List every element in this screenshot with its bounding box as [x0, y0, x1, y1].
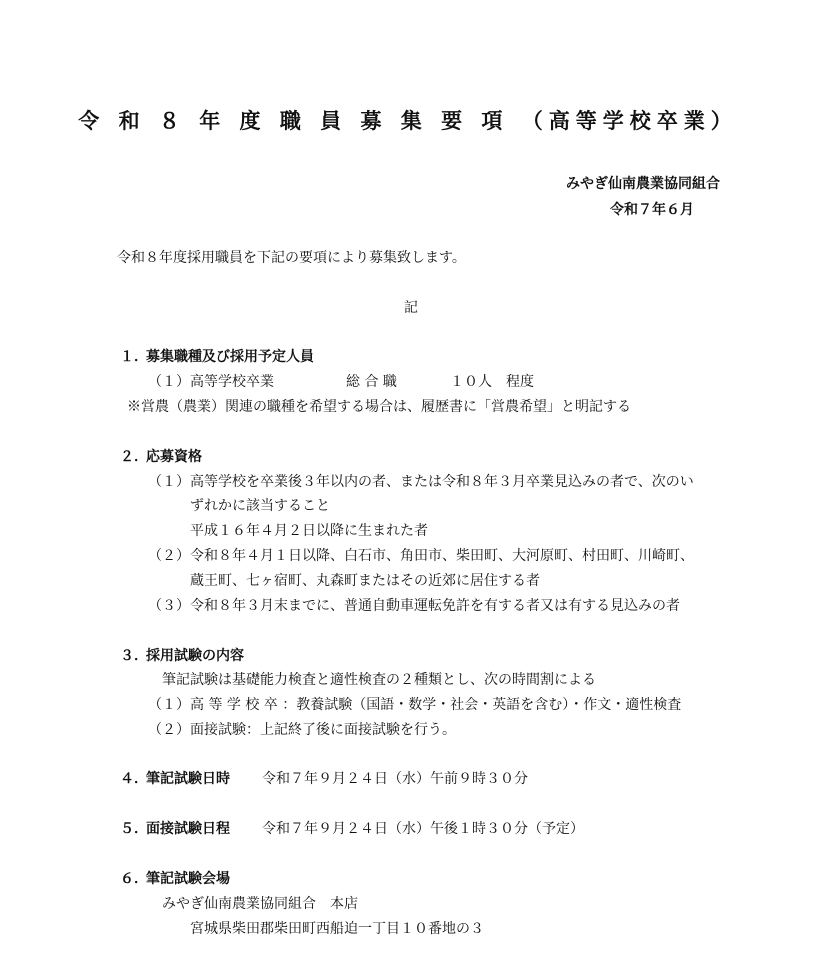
- item-count: １０人 程度: [450, 374, 534, 390]
- section-3-heading: [120, 646, 244, 666]
- section-6-heading: [120, 869, 230, 889]
- section-4-title: 筆記試験日時: [146, 771, 230, 787]
- section-1-note: ※営農（農業）関連の職種を希望する場合は、履歴書に「営農希望」と明記する: [127, 399, 631, 415]
- section-4-number: ４．: [120, 771, 148, 787]
- section-4-row: [120, 769, 680, 789]
- section-6-title: 筆記試験会場: [146, 871, 230, 887]
- section-2-title: 応募資格: [146, 449, 202, 465]
- section-2-item-1-line-3: 平成１６年４月２日以降に生まれた者: [190, 523, 428, 539]
- section-1-heading: [120, 347, 314, 367]
- section-3-lead: 筆記試験は基礎能力検査と適性検査の２種類とし、次の時間割による: [162, 672, 596, 688]
- section-5-title: 面接試験日程: [146, 821, 230, 837]
- section-5-value: 令和７年９月２４日（水）午後１時３０分（予定）: [262, 821, 584, 837]
- section-5-heading: [120, 821, 230, 837]
- section-2-heading: [120, 447, 202, 467]
- section-4-heading: [120, 771, 230, 787]
- section-6-address: 宮城県柴田郡柴田町西船迫一丁目１０番地の３: [190, 921, 484, 937]
- item-label: （１）高等学校卒業: [148, 374, 274, 390]
- section-2-item-2-line-2: 蔵王町、七ヶ宿町、丸森町またはその近郊に居住する者: [190, 573, 540, 589]
- section-5-row: [120, 819, 680, 839]
- section-3-number: ３．: [120, 648, 148, 664]
- section-6-venue: みやぎ仙南農業協同組合 本店: [162, 896, 358, 912]
- section-6-number: ６．: [120, 871, 148, 887]
- section-4-value: 令和７年９月２４日（水）午前９時３０分: [262, 771, 528, 787]
- ki-marker: 記: [404, 300, 418, 316]
- issue-date: 令和７年６月: [610, 202, 694, 218]
- section-2-item-1-line-2: ずれかに該当すること: [190, 498, 330, 514]
- section-2-item-1-line-1: （１）高等学校を卒業後３年以内の者、または令和８年３月卒業見込みの者で、次のい: [148, 474, 694, 490]
- section-3-item-2: （２）面接試験：上記終了後に面接試験を行う。: [148, 722, 456, 738]
- item-job: 総 合 職: [346, 374, 397, 390]
- section-2-item-2-line-1: （２）令和８年４月１日以降、白石市、角田市、柴田町、大河原町、村田町、川崎町、: [148, 548, 694, 564]
- section-1-number: １．: [120, 349, 148, 365]
- section-3-item-1: （１）高 等 学 校 卒 ：教養試験（国語・数学・社会・英語を含む）・作文・適性検査: [148, 697, 682, 713]
- intro-text: 令和８年度採用職員を下記の要項により募集致します。: [117, 250, 466, 266]
- organization-name: みやぎ仙南農業協同組合: [566, 176, 720, 192]
- section-2-item-3: （３）令和８年３月末までに、普通自動車運転免許を有する者又は有する見込みの者: [148, 598, 680, 614]
- section-5-number: ５．: [120, 821, 148, 837]
- section-3-title: 採用試験の内容: [146, 648, 244, 664]
- document-title: 令 和 ８ 年 度 職 員 募 集 要 項 （高等学校卒業）: [78, 109, 738, 133]
- section-1-title: 募集職種及び採用予定人員: [146, 349, 314, 365]
- section-1-item-1: [148, 372, 668, 392]
- section-2-number: ２．: [120, 449, 148, 465]
